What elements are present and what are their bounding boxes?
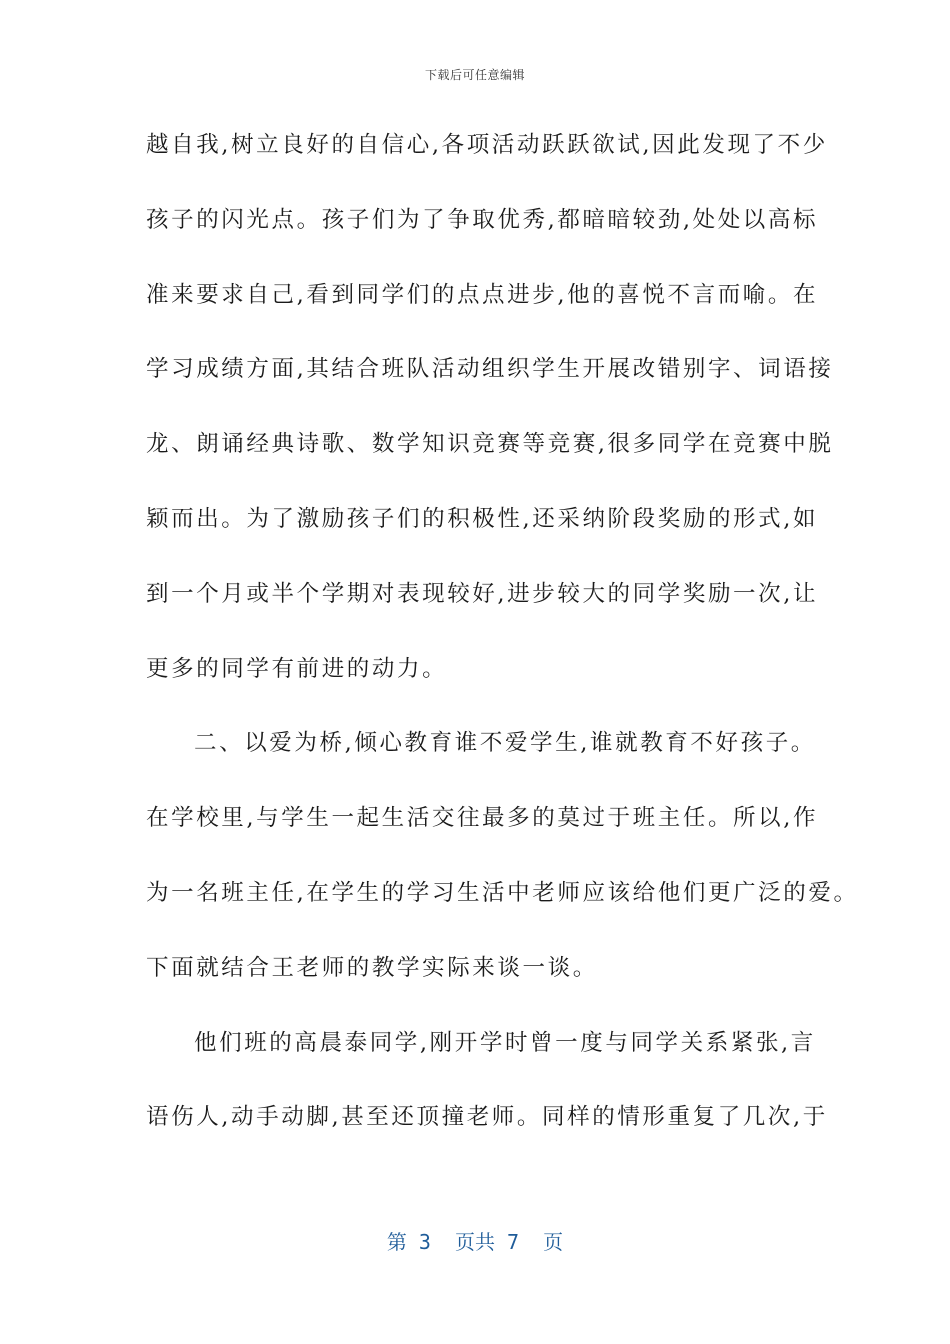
text-line: 下面就结合王老师的教学实际来谈一谈。 <box>146 954 598 981</box>
page-number: 第 3 页共 7 页 <box>386 1230 564 1254</box>
text-line: 龙、朗诵经典诗歌、数学知识竞赛等竞赛,很多同学在竞赛中脱 <box>146 431 834 458</box>
text-line: 孩子的闪光点。孩子们为了争取优秀,都暗暗较劲,处处以高标 <box>146 206 819 233</box>
download-note: 下载后可任意编辑 <box>424 68 525 82</box>
text-line: 颖而出。为了激励孩子们的积极性,还采纳阶段奖励的形式,如 <box>146 505 819 532</box>
text-line: 到一个月或半个学期对表现较好,进步较大的同学奖励一次,让 <box>146 580 819 607</box>
document-body <box>146 119 859 1166</box>
section-heading-line: 二、以爱为桥,倾心教育谁不爱学生,谁就教育不好孩子。 <box>194 730 816 757</box>
paragraph-start-line: 他们班的高晨泰同学,刚开学时曾一度与同学关系紧张,言 <box>194 1029 816 1056</box>
text-line: 准来要求自己,看到同学们的点点进步,他的喜悦不言而喻。在 <box>146 281 819 308</box>
text-line: 更多的同学有前进的动力。 <box>146 655 448 682</box>
text-line: 学习成绩方面,其结合班队活动组织学生开展改错别字、词语接 <box>146 356 834 383</box>
text-line: 语伤人,动手动脚,甚至还顶撞老师。同样的情形重复了几次,于 <box>146 1104 828 1131</box>
text-line: 越自我,树立良好的自信心,各项活动跃跃欲试,因此发现了不少 <box>146 132 828 158</box>
text-line: 为一名班主任,在学生的学习生活中老师应该给他们更广泛的爱。 <box>146 879 859 906</box>
text-line: 在学校里,与学生一起生活交往最多的莫过于班主任。所以,作 <box>146 805 819 832</box>
